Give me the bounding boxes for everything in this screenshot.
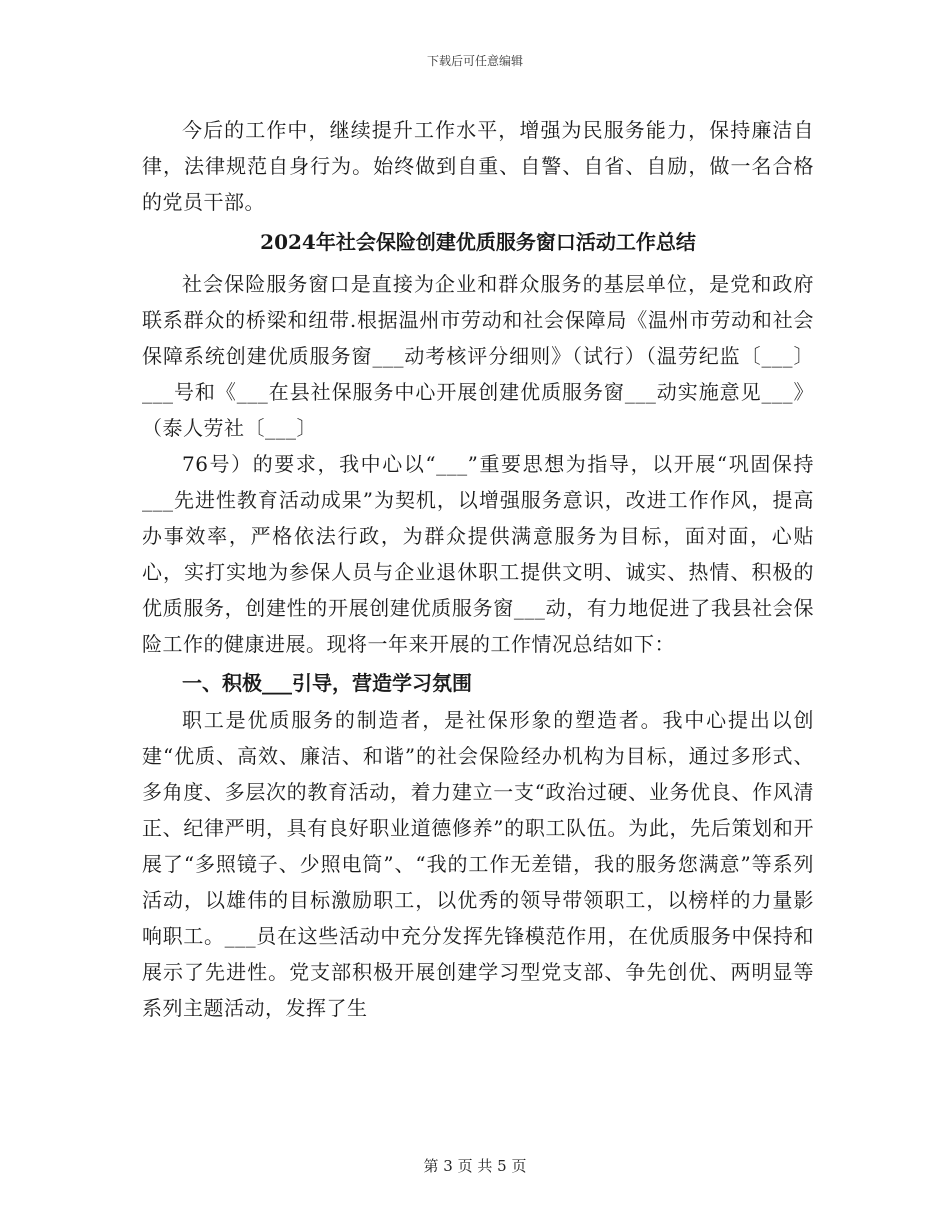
section-1-paragraph: 职工是优质服务的制造者，是社保形象的塑造者。我中心提出以创建“优质、高效、廉洁、和谐”的社会保险经办机构为目标，通过多形式、多角度、多层次的教育活动，着力建立一支“政治过硬、业务优良、作风清正、纪律严明，具有良好职业道德修养”的职工队伍。为此，先后策划和开展了“多照镜子、少照电筒”、“我的工作无差错，我的服务您满意”等系列活动，以雄伟的目标激励职工，以优秀的领导带领职工，以榜样的力量影响职工。___员在这些活动中充分发挥先锋模范作用，在优质服务中保持和展示了先进性。党支部积极开展创建学习型党支部、争先创优、两明显等系列主题活动，发挥了生 [142, 708, 814, 1020]
body-paragraph-1: 社会保险服务窗口是直接为企业和群众服务的基层单位，是党和政府联系群众的桥梁和纽带.根据温州市劳动和社会保障局《温州市劳动和社会保障系统创建优质服务窗___动考核评分细则》（试行）（温劳纪监〔___〕___号和《___在县社保服务中心开展创建优质服务窗___动实施意见___》（泰人劳社〔___〕 [142, 272, 814, 440]
section-heading-1: 一、积极___引导，营造学习氛围 [182, 671, 472, 695]
header-note: 下载后可任意编辑 [426, 54, 523, 68]
page-indicator: 第 3 页 共 5 页 [423, 1157, 527, 1175]
body-paragraph-2: 76号）的要求，我中心以“___”重要思想为指导，以开展“巩固保持___先进性教育活动成果”为契机，以增强服务意识，改进工作作风，提高办事效率，严格依法行政，为群众提供满意服务为目标，面对面，心贴心，实打实地为参保人员与企业退休职工提供文明、诚实、热情、积极的优质服务，创建性的开展创建优质服务窗___动，有力地促进了我县社会保险工作的健康进展。现将一年来开展的工作情况总结如下： [142, 452, 814, 656]
document-body [142, 112, 814, 1026]
document-title: 2024年社会保险创建优质服务窗口活动工作总结 [260, 230, 696, 254]
opening-paragraph: 今后的工作中，继续提升工作水平，增强为民服务能力，保持廉洁自律，法律规范自身行为。始终做到自重、自警、自省、自励，做一名合格的党员干部。 [142, 118, 814, 214]
